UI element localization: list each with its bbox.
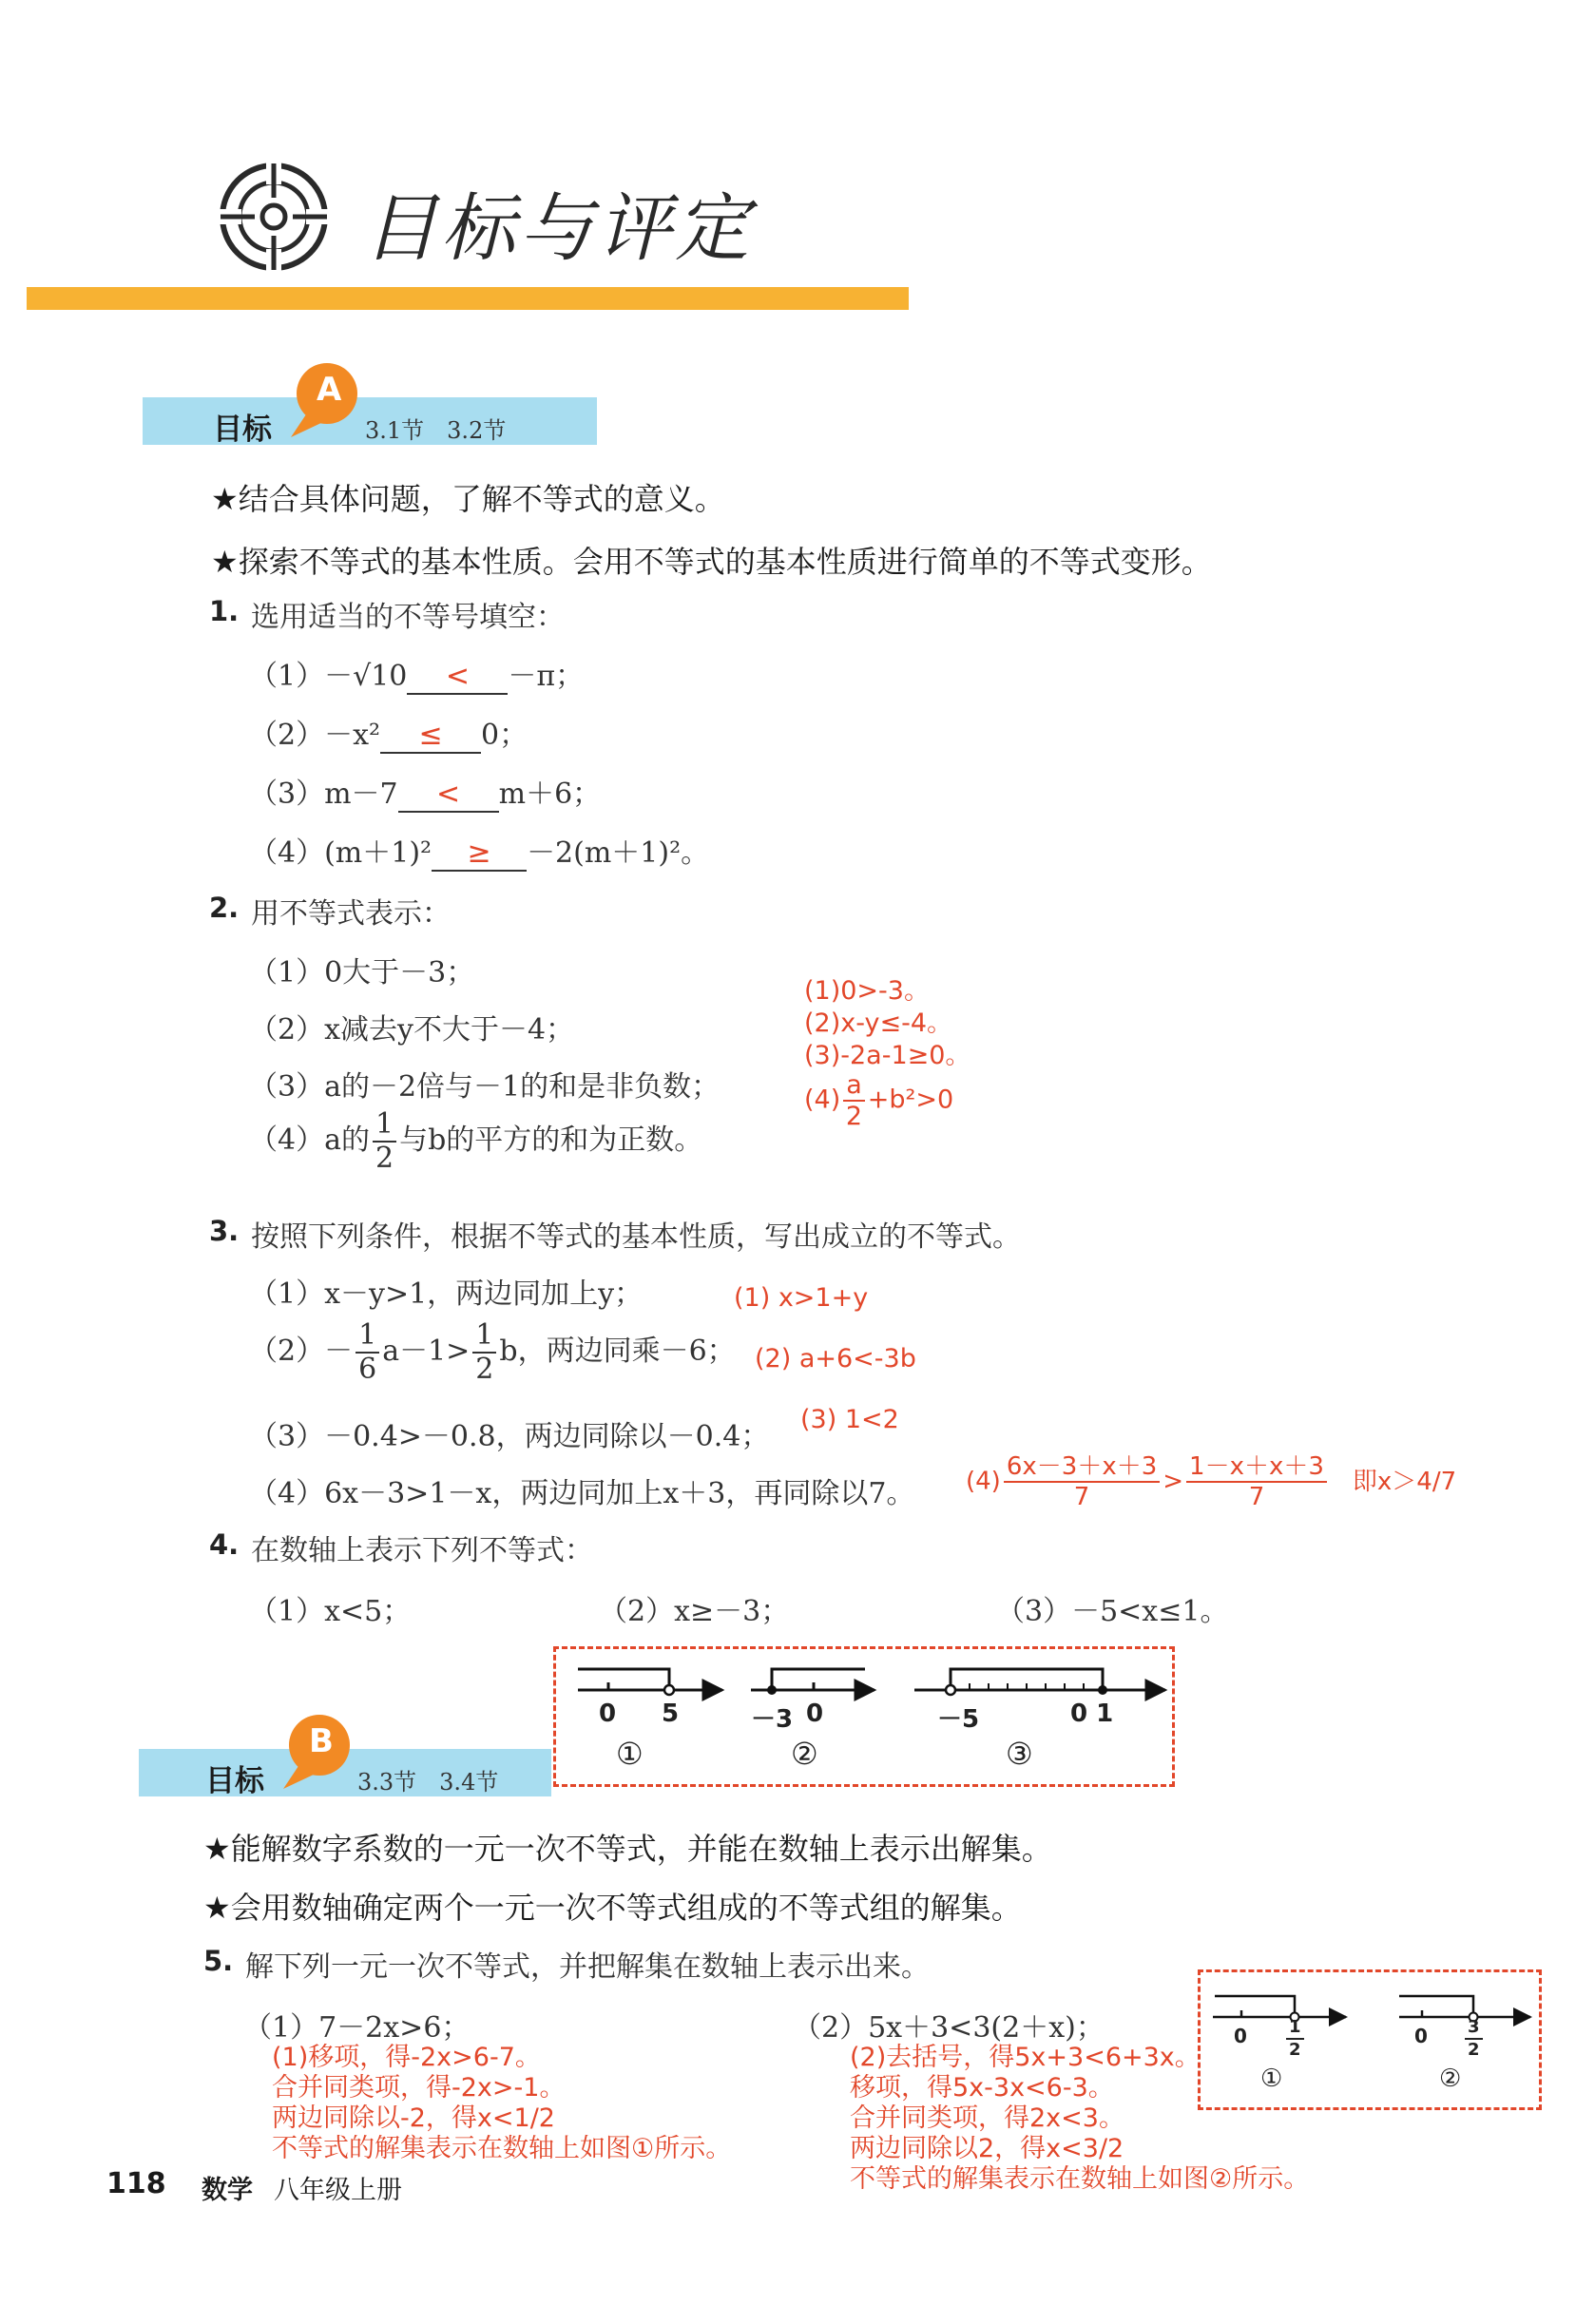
q2-answer-3: (3)-2a-1≥0。	[804, 1041, 971, 1070]
q1-item-2-answer: ≤	[380, 719, 481, 754]
q1-item-1-answer: <	[407, 660, 508, 695]
goal-a-badge: A	[317, 371, 342, 409]
q1-number: 1.	[209, 595, 240, 627]
q1-item-4-pre: （4）(m＋1)²	[249, 836, 432, 870]
q3-answer-1: (1) x>1+y	[734, 1283, 869, 1313]
q3-answer-4-op: >	[1163, 1467, 1184, 1496]
page-number: 118	[106, 2167, 166, 2200]
q5-ans1-line-2: 合并同类项，得-2x>-1。	[272, 2073, 566, 2103]
q3-item-2	[249, 1318, 736, 1386]
q5-ans1-line-3: 两边同除以-2，得x<1/2	[272, 2103, 555, 2133]
q2-text: 用不等式表示：	[251, 897, 451, 931]
q5-number: 5.	[203, 1945, 234, 1977]
q2-item-2: （2）x减去y不大于－4；	[249, 1013, 575, 1047]
q1-item-3-answer: <	[398, 778, 499, 813]
q3-item-2-d1: 6	[358, 1353, 377, 1386]
footer-grade: 八年级上册	[274, 2176, 402, 2205]
q5-ans1-line-1: (1)移项，得-2x>6-7。	[272, 2043, 541, 2072]
q3-answer-4-post: 即x＞4/7	[1352, 1467, 1457, 1496]
q5-ans2-line-4: 两边同除以2，得x<3/2	[850, 2134, 1124, 2163]
q1-item-1-post: －π；	[508, 660, 585, 693]
q5-item-2: （2）5x＋3<3(2＋x)；	[793, 2011, 1105, 2045]
q3-item-1: （1）x－y>1，两边同加上y；	[249, 1277, 644, 1311]
goal-a-star-2: ★探索不等式的基本性质。会用不等式的基本性质进行简单的不等式变形。	[211, 544, 1212, 580]
q2-answer-2: (2)x-y≤-4。	[804, 1008, 953, 1038]
q2-number: 2.	[209, 892, 240, 924]
q3-answer-4-pre: (4)	[966, 1467, 1001, 1496]
goal-b-star-2: ★会用数轴确定两个一元一次不等式组成的不等式组的解集。	[203, 1890, 1022, 1926]
q3-answer-4-n2: 1－x＋x＋3	[1186, 1454, 1327, 1483]
q3-item-4: （4）6x－3>1－x，两边同加上x＋3，再同除以7。	[249, 1477, 915, 1510]
q4-item-1: （1）x<5；	[249, 1595, 412, 1628]
q2-item-4-post: 与b的平方的和为正数。	[399, 1124, 703, 1157]
q2-item-4	[249, 1107, 703, 1175]
q2-answer-4-post: +b²>0	[867, 1085, 954, 1115]
q3-answer-2: (2) a+6<-3b	[755, 1344, 916, 1373]
q3-item-2-n2: 1	[472, 1321, 496, 1354]
goal-a-label: 目标	[213, 413, 272, 447]
q5-range-1	[1215, 1996, 1295, 2013]
q3-item-2-d2: 2	[475, 1353, 494, 1386]
q4-circle-2: ②	[791, 1736, 818, 1772]
q2-answer-4-pre: (4)	[804, 1085, 841, 1115]
goal-b-star-1: ★能解数字系数的一元一次不等式，并能在数轴上表示出解集。	[203, 1831, 1052, 1867]
q5-ans2-line-2: 移项，得5x-3x<6-3。	[850, 2073, 1114, 2103]
q1-item-1-pre: （1）－√10	[249, 660, 408, 693]
q3-item-2-n1: 1	[356, 1321, 379, 1354]
q1-item-2-post: 0；	[481, 719, 528, 752]
q3-answer-4	[966, 1454, 1456, 1509]
q3-answer-4-d2: 7	[1248, 1483, 1265, 1511]
q1-item-2-pre: （2）－x²	[249, 719, 381, 752]
q5-axis-frac-1-num: 1	[1286, 2019, 1304, 2040]
q5-axis-frac-1	[1283, 2019, 1307, 2059]
goal-b-sections: 3.3节 3.4节	[357, 1769, 499, 1796]
q1-item-3-pre: （3）m－7	[249, 778, 398, 811]
q4-axis-label-c2: 0 1	[1070, 1700, 1114, 1728]
q3-item-3: （3）－0.4>－0.8，两边同除以－0.4；	[249, 1420, 770, 1453]
q1-item-1	[249, 652, 584, 695]
q4-axis-label-b1: －3	[751, 1705, 794, 1734]
q5-axis-frac-2-den: 2	[1468, 2040, 1480, 2060]
target-icon	[217, 160, 331, 274]
title-underline	[27, 287, 909, 310]
q5-axis-zero-1: 0	[1234, 2025, 1247, 2047]
q5-axis-frac-2-num: 3	[1465, 2019, 1483, 2040]
q4-axis-label-a2: 5	[662, 1700, 680, 1728]
q3-answer-4-d1: 7	[1073, 1483, 1090, 1511]
q4-text: 在数轴上表示下列不等式：	[251, 1534, 593, 1567]
q2-item-4-num: 1	[373, 1110, 396, 1143]
q3-item-2-post: b，两边同乘－6；	[499, 1335, 736, 1368]
q5-ans2-line-5: 不等式的解集表示在数轴上如图②所示。	[850, 2164, 1310, 2194]
q2-item-3: （3）a的－2倍与－1的和是非负数；	[249, 1070, 721, 1104]
q5-ans1-line-4: 不等式的解集表示在数轴上如图①所示。	[272, 2134, 732, 2163]
q5-text: 解下列一元一次不等式，并把解集在数轴上表示出来。	[245, 1950, 930, 1984]
q1-item-3	[249, 770, 601, 813]
q2-answer-4	[804, 1072, 953, 1129]
q3-item-2-pre: （2）－	[249, 1335, 354, 1368]
goal-a-star-1: ★结合具体问题，了解不等式的意义。	[211, 481, 725, 517]
q5-axis-frac-2	[1462, 2019, 1486, 2059]
q4-axis-label-c1: －5	[937, 1705, 980, 1734]
footer-subject: 数学	[202, 2176, 253, 2205]
q1-item-4	[249, 829, 709, 872]
q3-answer-3: (3) 1<2	[800, 1405, 899, 1434]
q3-text: 按照下列条件，根据不等式的基本性质，写出成立的不等式。	[251, 1220, 1021, 1254]
q4-open-dot-1	[664, 1685, 674, 1695]
q4-open-dot-3	[946, 1685, 955, 1695]
q2-item-1: （1）0大于－3；	[249, 956, 475, 989]
q5-range-2	[1399, 1996, 1473, 2013]
q4-item-2: （2）x≥－3；	[599, 1595, 790, 1628]
q1-text: 选用适当的不等号填空：	[251, 601, 565, 634]
page-title: 目标与评定	[363, 186, 754, 272]
q5-ans2-line-1: (2)去括号，得5x+3<6+3x。	[850, 2043, 1201, 2072]
q1-item-4-answer: ≥	[432, 836, 527, 872]
q4-axis-label-b2: 0	[806, 1700, 824, 1728]
goal-b-badge: B	[309, 1722, 334, 1760]
q5-axis-frac-1-den: 2	[1289, 2040, 1301, 2060]
q3-item-2-mid: a－1>	[382, 1335, 471, 1368]
q3-number: 3.	[209, 1215, 240, 1247]
q5-item-1: （1）7－2x>6；	[243, 2011, 471, 2045]
q4-range-2	[772, 1669, 865, 1686]
q4-closed-dot-3	[1098, 1685, 1107, 1695]
q5-circle-1: ①	[1260, 2065, 1283, 2093]
q2-item-4-den: 2	[375, 1142, 394, 1175]
q4-number: 4.	[209, 1528, 240, 1561]
q4-item-3: （3）－5<x≤1。	[996, 1595, 1229, 1628]
q4-axis-label-a1: 0	[599, 1700, 617, 1728]
q4-range-1	[578, 1669, 669, 1686]
q2-answer-4-num: a	[843, 1072, 865, 1102]
q1-item-3-post: m＋6；	[498, 778, 602, 811]
q2-item-4-pre: （4）a的	[249, 1124, 370, 1157]
q5-number-lines	[1203, 1977, 1536, 2044]
q5-ans2-line-3: 合并同类项，得2x<3。	[850, 2103, 1124, 2133]
q4-circle-3: ③	[1006, 1736, 1033, 1772]
q2-answer-4-den: 2	[845, 1102, 863, 1131]
q1-item-4-post: －2(m＋1)²。	[527, 836, 710, 870]
q2-answer-1: (1)0>-3。	[804, 976, 930, 1006]
goal-a-sections: 3.1节 3.2节	[365, 417, 507, 444]
q5-axis-zero-2: 0	[1414, 2025, 1428, 2047]
q4-circle-1: ①	[616, 1736, 644, 1772]
q5-circle-2: ②	[1439, 2065, 1462, 2093]
q4-closed-dot-2	[767, 1685, 777, 1695]
goal-b-label: 目标	[205, 1764, 264, 1798]
q3-answer-4-n1: 6x－3＋x＋3	[1004, 1454, 1160, 1483]
q1-item-2	[249, 711, 528, 754]
